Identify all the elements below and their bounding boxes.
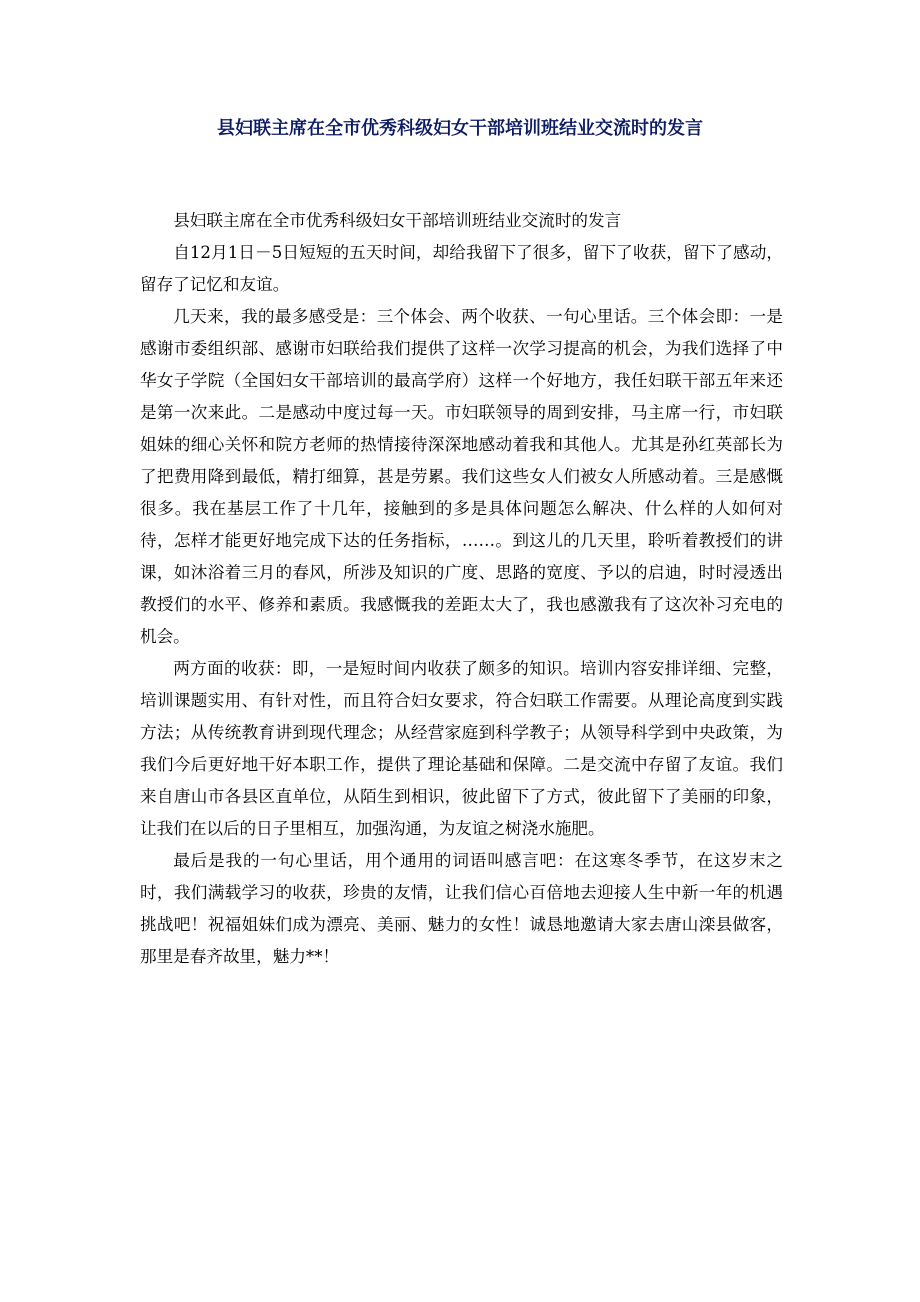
paragraph: 最后是我的一句心里话，用个通用的词语叫感言吧：在这寒冬季节，在这岁末之时，我们满载学习的收获，珍贵的友情，让我们信心百倍地去迎接人生中新一年的机遇挑战吧！祝福姐妹们成为漂亮、美丽、魅力的女性！诚恳地邀请大家去唐山滦县做客，那里是春齐故里，魅力**！ <box>140 851 783 966</box>
paragraph: 自12月1日－5日短短的五天时间，却给我留下了很多，留下了收获，留下了感动，留存了记忆和友谊。 <box>140 243 783 294</box>
document-subtitle: 县妇联主席在全市优秀科级妇女干部培训班结业交流时的发言 <box>173 211 622 230</box>
document-body <box>140 205 783 973</box>
paragraph: 两方面的收获：即，一是短时间内收获了颇多的知识。培训内容安排详细、完整，培训课题实用、有针对性，而且符合妇女要求，符合妇联工作需要。从理论高度到实践方法；从传统教育讲到现代理念；从经营家庭到科学教子；从领导科学到中央政策，为我们今后更好地干好本职工作，提供了理论基础和保障。二是交流中存留了友谊。我们来自唐山市各县区直单位，从陌生到相识，彼此留下了方式，彼此留下了美丽的印象，让我们在以后的日子里相互，加强沟通，为友谊之树浇水施肥。 <box>140 659 783 838</box>
document-title: 县妇联主席在全市优秀科级妇女干部培训班结业交流时的发言 <box>217 118 703 139</box>
paragraph: 几天来，我的最多感受是：三个体会、两个收获、一句心里话。三个体会即：一是感谢市委组织部、感谢市妇联给我们提供了这样一次学习提高的机会，为我们选择了中华女子学院（全国妇女干部培训的最高学府）这样一个好地方，我任妇联干部五年来还是第一次来此。二是感动中度过每一天。市妇联领导的周到安排，马主席一行，市妇联姐妹的细心关怀和院方老师的热情接待深深地感动着我和其他人。尤其是孙红英部长为了把费用降到最低，精打细算，甚是劳累。我们这些女人们被女人所感动着。三是感慨很多。我在基层工作了十几年，接触到的多是具体问题怎么解决、什么样的人如何对待，怎样才能更好地完成下达的任务指标，……。到这儿的几天里，聆听着教授们的讲课，如沐浴着三月的春风，所涉及知识的广度、思路的宽度、予以的启迪，时时浸透出教授们的水平、修养和素质。我感慨我的差距太大了，我也感激我有了这次补习充电的机会。 <box>140 307 783 646</box>
